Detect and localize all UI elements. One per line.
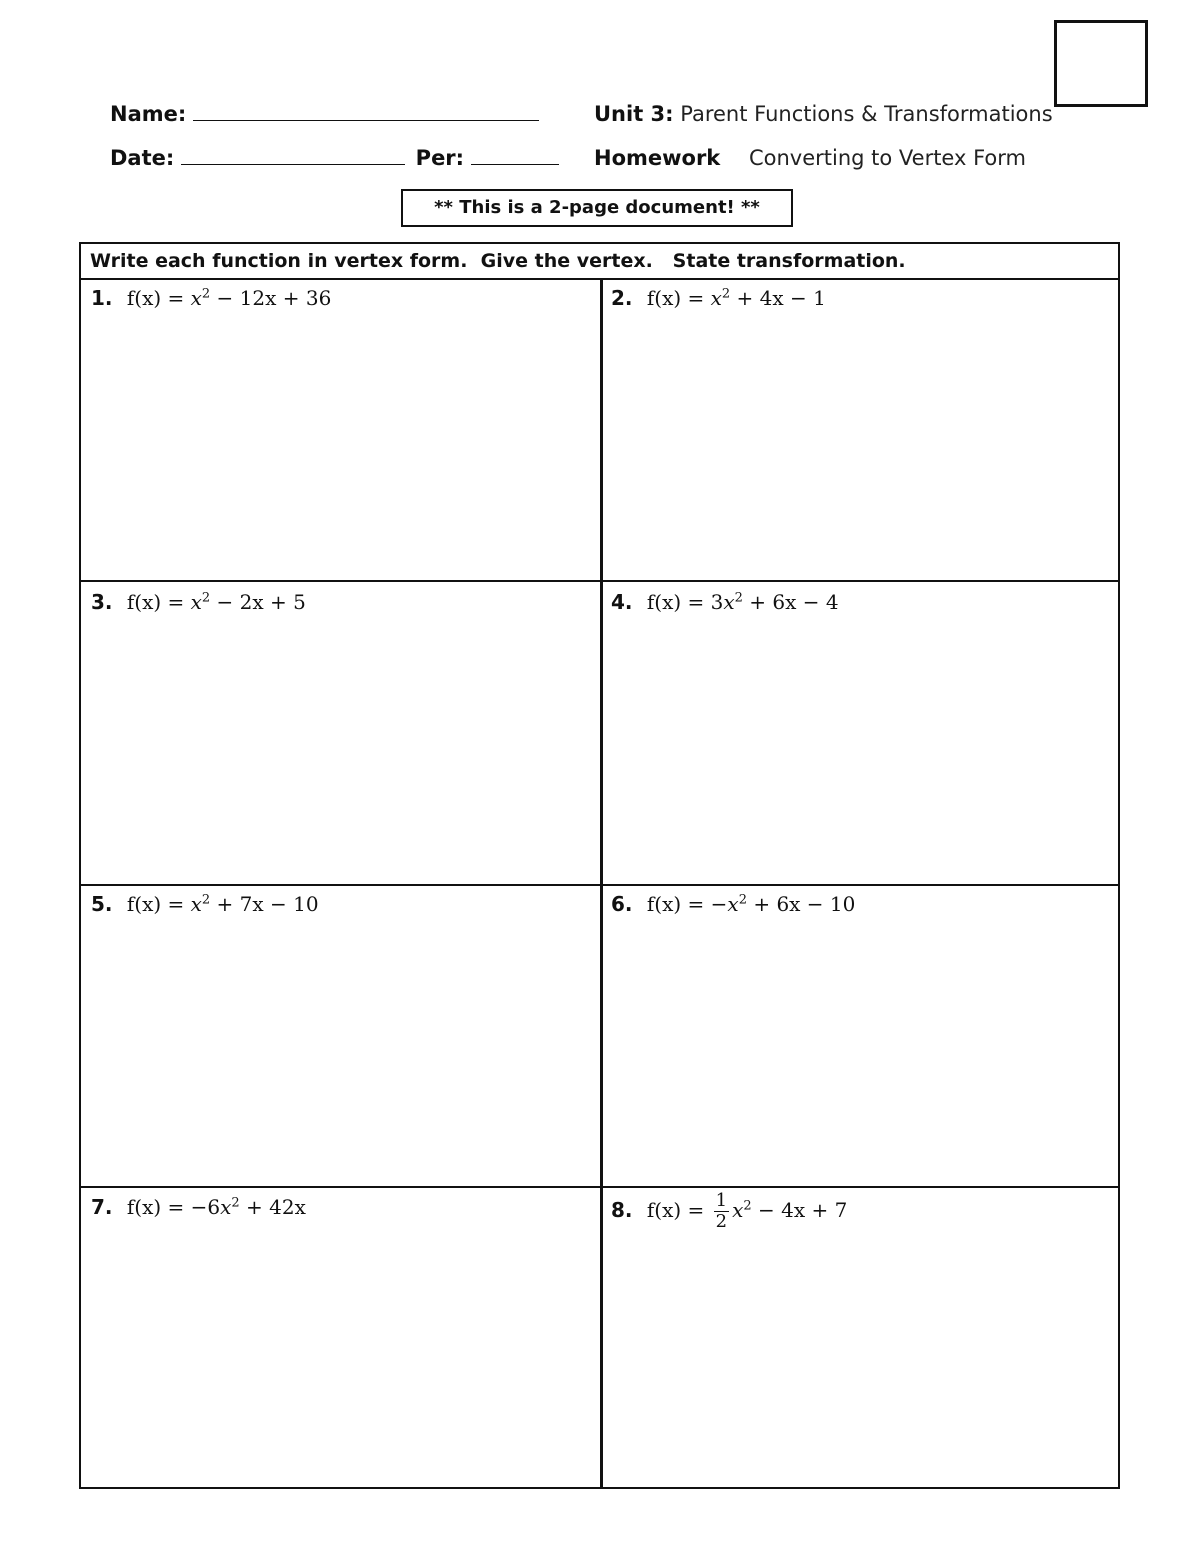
two-page-notice: ** This is a 2-page document! ** — [401, 189, 793, 227]
problem-8[interactable] — [611, 1191, 1111, 1232]
row-divider — [81, 580, 1118, 582]
problem-number: 1. — [91, 286, 113, 310]
row-divider — [81, 884, 1118, 886]
problem-equation: $f(x) = x^2 - 12x + 36$ — [126, 286, 332, 310]
problem-equation: $f(x) = -6x^2 + 42x$ — [126, 1195, 306, 1219]
homework-heading — [594, 146, 1026, 170]
problem-equation: $f(x) = -x^2 + 6x - 10$ — [646, 892, 856, 916]
date-label: Date: — [110, 146, 175, 170]
name-label: Name: — [110, 102, 187, 126]
problem-number: 5. — [91, 892, 113, 916]
per-label: Per: — [415, 146, 465, 170]
problem-1[interactable] — [91, 286, 591, 310]
unit-heading — [594, 102, 1053, 126]
problem-equation: $f(x) = x^2 + 4x - 1$ — [646, 286, 826, 310]
problem-number: 7. — [91, 1195, 113, 1219]
problem-4[interactable] — [611, 590, 1111, 614]
problem-5[interactable] — [91, 892, 591, 916]
problem-equation: $f(x) = x^2 - 2x + 5$ — [126, 590, 306, 614]
problem-2[interactable] — [611, 286, 1111, 310]
unit-title: Parent Functions & Transformations — [680, 102, 1053, 126]
instructions: Write each function in vertex form. Give the vertex. State transformation. — [81, 244, 1118, 280]
problem-3[interactable] — [91, 590, 591, 614]
problem-number: 3. — [91, 590, 113, 614]
problem-equation: $f(x) = 3x^2 + 6x - 4$ — [646, 590, 839, 614]
problem-equation: f(x) = $\frac{1}{2}$ $x^2 - 4x + 7$ — [646, 1190, 848, 1232]
problem-grid — [79, 242, 1120, 1489]
problem-7[interactable] — [91, 1195, 591, 1219]
unit-label: Unit 3: — [594, 102, 674, 126]
problem-number: 2. — [611, 286, 633, 310]
problem-number: 4. — [611, 590, 633, 614]
problem-number: 8. — [611, 1198, 633, 1222]
fraction: $\frac{1}{2}$ — [715, 1190, 728, 1232]
homework-label: Homework — [594, 146, 721, 170]
score-box — [1054, 20, 1148, 107]
per-line[interactable] — [471, 146, 559, 165]
problem-number: 6. — [611, 892, 633, 916]
date-field[interactable] — [110, 146, 559, 170]
problem-6[interactable] — [611, 892, 1111, 916]
homework-title: Converting to Vertex Form — [748, 146, 1026, 170]
row-divider — [81, 1186, 1118, 1188]
problem-equation: $f(x) = x^2 + 7x - 10$ — [126, 892, 319, 916]
column-divider — [600, 278, 603, 1487]
name-line[interactable] — [193, 102, 539, 121]
date-line[interactable] — [181, 146, 405, 165]
name-field[interactable] — [110, 102, 539, 126]
